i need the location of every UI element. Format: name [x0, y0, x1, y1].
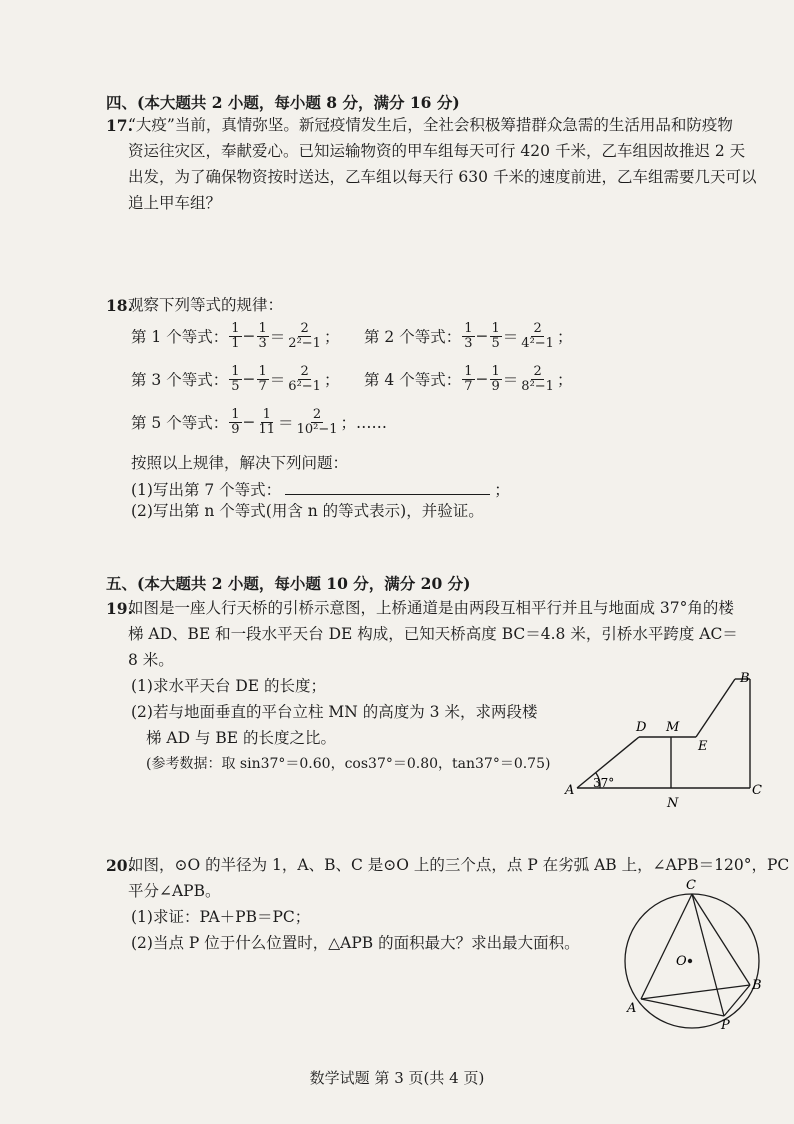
question-19-line-3: 8 米。: [128, 651, 174, 669]
equation-tail: ；: [323, 328, 340, 347]
question-17-line-3: 出发，为了确保物资按时送达，乙车组以每天行 630 千米的速度前进，乙车组需要几天可以: [128, 168, 757, 186]
point-label-d: D: [636, 720, 647, 735]
question-19-part-2a: (2)若与地面垂直的平台立柱 MN 的高度为 3 米，求两段楼: [131, 703, 538, 721]
question-18-part-1-tail: ；: [494, 481, 510, 499]
question-20-line-2: 平分∠APB。: [128, 882, 221, 900]
equation-tail: ；: [323, 371, 340, 390]
fraction-numerator: 1: [491, 321, 500, 336]
angle-label: 37°: [593, 776, 615, 790]
equation-tail: ；……: [340, 414, 387, 433]
fraction-denominator: 3: [464, 335, 473, 351]
question-20-part-2: (2)当点 P 位于什么位置时，△APB 的面积最大？求出最大面积。: [131, 934, 580, 952]
fraction-numerator: 2: [300, 321, 309, 336]
fraction-numerator: 1: [258, 321, 267, 336]
segment-cb: [692, 894, 750, 985]
question-19-part-1: (1)求水平天台 DE 的长度；: [131, 677, 327, 695]
fraction-numerator: 1: [231, 321, 240, 336]
equation-3: 第 3 个等式： $\frac{1}{5}$ − $\frac{1}{7}$ ＝ $\frac{2}{\text{6²−1}}$ ；: [131, 364, 340, 394]
question-18-number: 18.: [106, 296, 133, 315]
question-20-line-1: 如图，⊙O 的半径为 1，A、B、C 是⊙O 上的三个点，点 P 在劣弧 AB 上，∠APB＝120°，PC: [128, 856, 790, 874]
question-18-part-1-label: (1)写出第 7 个等式：: [131, 481, 282, 499]
point-label-c: C: [752, 783, 762, 798]
bridge-figure: [560, 665, 770, 815]
fraction-numerator: 1: [262, 407, 271, 422]
point-label-c: C: [686, 878, 696, 893]
fraction-denominator: 7: [258, 378, 267, 394]
fraction-denominator: 10²−1: [296, 421, 338, 437]
fraction-denominator: 3: [258, 335, 267, 351]
point-label-o: O: [676, 954, 687, 969]
equation-label: 第 2 个等式：: [364, 328, 462, 347]
fraction-denominator: 7: [464, 378, 473, 394]
equation-4: 第 4 个等式： $\frac{1}{7}$ − $\frac{1}{9}$ ＝ $\frac{2}{\text{8²−1}}$ ；: [364, 364, 573, 394]
fraction-denominator: 5: [491, 335, 500, 351]
answer-blank[interactable]: [285, 480, 490, 495]
question-20-number: 20.: [106, 856, 133, 875]
point-label-a: A: [627, 1001, 637, 1016]
fraction-denominator: 2²−1: [288, 335, 321, 351]
fraction-denominator: 9: [231, 421, 240, 437]
fraction-numerator: 2: [533, 321, 542, 336]
segment-ap: [641, 999, 724, 1016]
question-19-reference: (参考数据：取 sin37°＝0.60，cos37°＝0.80，tan37°＝0.75): [146, 756, 551, 772]
circle-figure: [618, 875, 778, 1035]
fraction-denominator: 1: [231, 335, 240, 351]
question-18-part-1: [131, 480, 510, 499]
fraction-numerator: 2: [533, 364, 542, 379]
point-label-m: M: [666, 720, 680, 735]
segment-ab: [641, 985, 750, 999]
question-18-rule: 按照以上规律，解决下列问题：: [131, 454, 349, 472]
fraction-denominator: 11: [258, 421, 276, 437]
question-17-line-4: 追上甲车组？: [128, 194, 222, 212]
equation-2: 第 2 个等式： $\frac{1}{3}$ − $\frac{1}{5}$ ＝ $\frac{2}{\text{4²−1}}$ ；: [364, 321, 573, 351]
question-19-line-1: 如图是一座人行天桥的引桥示意图，上桥通道是由两段互相平行并且与地面成 37°角的楼: [128, 599, 734, 617]
fraction-numerator: 2: [312, 407, 322, 422]
equation-label: 第 1 个等式：: [131, 328, 229, 347]
equation-label: 第 4 个等式：: [364, 371, 462, 390]
question-20-part-1: (1)求证：PA＋PB＝PC；: [131, 908, 311, 926]
equation-5: 第 5 个等式： $\frac{1}{9}$ − $\frac{1}{11}$ ＝ $\frac{2}{\text{10²−1}}$ ；……: [131, 407, 387, 437]
fraction-denominator: 5: [231, 378, 240, 394]
fraction-denominator: 4²−1: [521, 335, 554, 351]
fraction-numerator: 1: [258, 364, 267, 379]
page-footer: 数学试题 第 3 页(共 4 页): [309, 1069, 485, 1087]
fraction-numerator: 1: [464, 321, 473, 336]
fraction-numerator: 1: [464, 364, 473, 379]
point-label-p: P: [721, 1018, 730, 1033]
fraction-numerator: 2: [300, 364, 309, 379]
equation-label: 第 3 个等式：: [131, 371, 229, 390]
question-19-part-2b: 梯 AD 与 BE 的长度之比。: [146, 729, 337, 747]
equation-tail: ；: [556, 328, 573, 347]
fraction-numerator: 1: [491, 364, 500, 379]
point-label-b: B: [752, 978, 762, 993]
question-18-part-2: (2)写出第 n 个等式(用含 n 的等式表示)，并验证。: [131, 502, 484, 520]
question-17-number: 17.: [106, 116, 133, 135]
fraction-numerator: 1: [231, 364, 240, 379]
section-5-title: 五、(本大题共 2 小题，每小题 10 分，满分 20 分): [106, 574, 471, 593]
center-dot: [688, 959, 692, 963]
stair-be: [696, 679, 735, 737]
point-label-e: E: [698, 739, 708, 754]
question-19-number: 19.: [106, 599, 133, 618]
section-4-title: 四、(本大题共 2 小题，每小题 8 分，满分 16 分): [106, 93, 460, 112]
fraction-denominator: 8²−1: [521, 378, 554, 394]
point-label-n: N: [667, 796, 679, 811]
question-17-line-2: 资运往灾区，奉献爱心。已知运输物资的甲车组每天可行 420 千米，乙车组因故推迟 2 天: [128, 142, 746, 160]
fraction-numerator: 1: [231, 407, 240, 422]
point-label-b: B: [740, 671, 750, 686]
equation-tail: ；: [556, 371, 573, 390]
question-18-intro: 观察下列等式的规律：: [128, 296, 284, 314]
point-label-a: A: [565, 783, 575, 798]
question-19-line-2: 梯 AD、BE 和一段水平天台 DE 构成，已知天桥高度 BC＝4.8 米，引桥水平跨度 AC＝: [128, 625, 738, 643]
equation-1: 第 1 个等式： $\frac{1}{1}$ − $\frac{1}{3}$ ＝ $\frac{2}{\text{2²−1}}$ ；: [131, 321, 340, 351]
fraction-denominator: 9: [491, 378, 500, 394]
equation-label: 第 5 个等式：: [131, 414, 229, 433]
fraction-denominator: 6²−1: [288, 378, 321, 394]
segment-cp: [692, 894, 724, 1016]
question-17-line-1: “大疫”当前，真情弥坚。新冠疫情发生后，全社会积极筹措群众急需的生活用品和防疫物: [128, 116, 733, 134]
